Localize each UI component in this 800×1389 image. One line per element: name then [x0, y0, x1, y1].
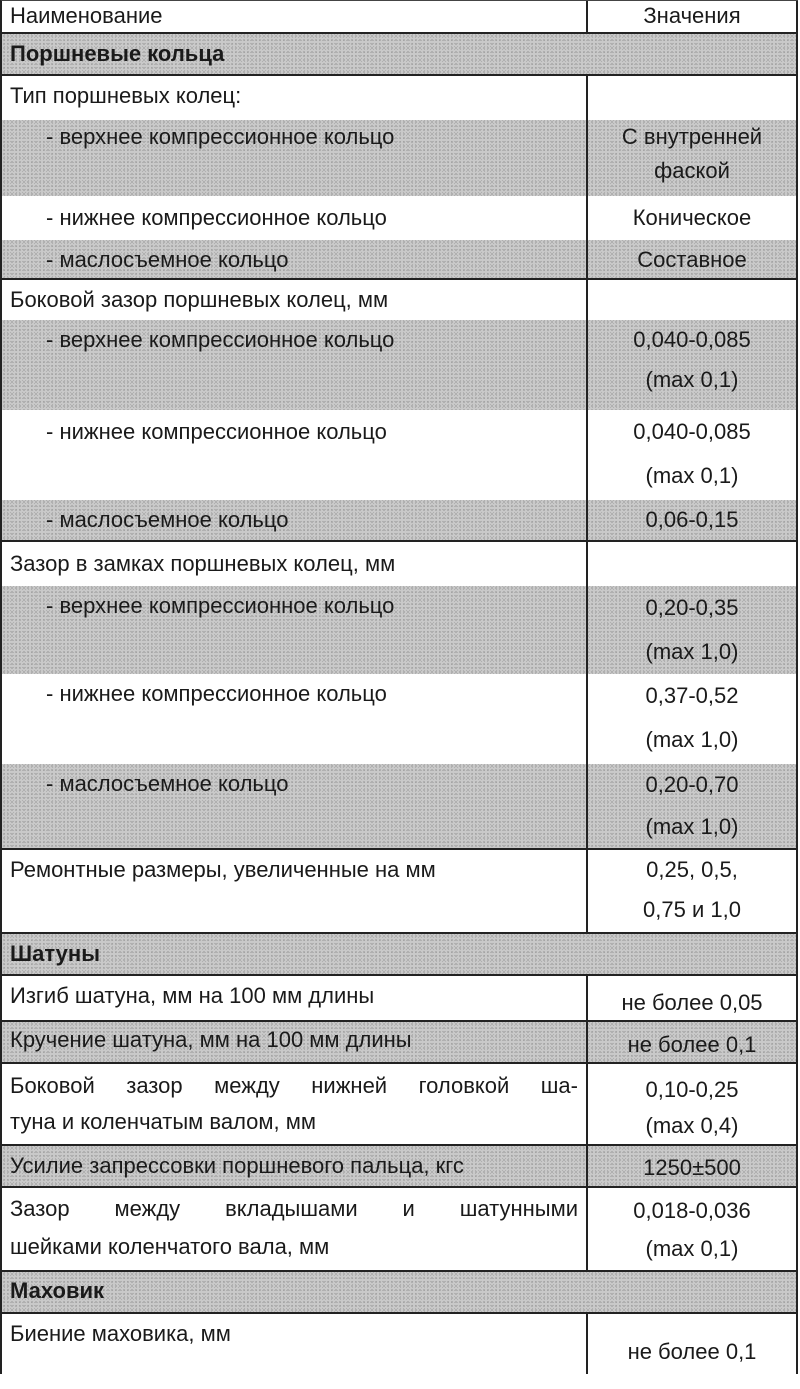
table-row [2, 976, 798, 1022]
row-value [588, 320, 798, 410]
value-line: фаской [654, 158, 730, 183]
value-line: 0,20-0,35 [645, 595, 739, 620]
table-row [2, 280, 798, 320]
row-value [588, 120, 798, 196]
row-value [588, 280, 798, 320]
section-title: Маховик [2, 1272, 798, 1312]
label-line: Зазор между вкладышами и шатунными [10, 1196, 578, 1221]
row-value: 0,06-0,15 [588, 500, 798, 540]
row-label [2, 1064, 588, 1144]
table-row [2, 410, 798, 500]
value-line: 0,018-0,036 [633, 1198, 751, 1223]
section-title: Шатуны [2, 934, 798, 974]
value-line: 0,25, 0,5, [646, 857, 738, 882]
row-label: - верхнее компрессионное кольцо [2, 320, 588, 410]
table-row [2, 120, 798, 196]
row-label: - верхнее компрессионное кольцо [2, 120, 588, 196]
table-row [2, 1064, 798, 1146]
row-value [588, 1064, 798, 1144]
table-row [2, 586, 798, 674]
section-flywheel [2, 1272, 798, 1314]
row-label: Тип поршневых колец: [2, 76, 588, 120]
value-line: (max 0,1) [645, 367, 739, 392]
value-line: 0,040-0,085 [633, 419, 751, 444]
value-line: (max 0,1) [645, 1236, 739, 1261]
row-label: Усилие запрессовки поршневого пальца, кгс [2, 1146, 588, 1186]
value-line: 0,10-0,25 [645, 1077, 739, 1102]
row-value [588, 674, 798, 764]
label-line: шейками коленчатого вала, мм [10, 1234, 330, 1259]
table-row [2, 850, 798, 934]
table-row [2, 1314, 798, 1374]
label-line: Боковой зазор между нижней головкой ша- [10, 1073, 578, 1098]
row-value [588, 586, 798, 674]
value-line: 0,20-0,70 [645, 772, 739, 797]
table-row [2, 764, 798, 850]
value-line: (max 0,1) [645, 463, 739, 488]
row-label: - маслосъемное кольцо [2, 240, 588, 278]
row-value: Коническое [588, 196, 798, 240]
row-label: - маслосъемное кольцо [2, 764, 588, 848]
value-line: С внутренней [621, 124, 763, 149]
table-row [2, 542, 798, 586]
row-value [588, 410, 798, 500]
header-value: Значения [588, 1, 798, 32]
value-line: (max 1,0) [645, 727, 739, 752]
row-label: Зазор в замках поршневых колец, мм [2, 542, 588, 586]
value-line: не более 0,1 [627, 1032, 757, 1057]
table-row [2, 674, 798, 764]
table-row [2, 196, 798, 240]
row-label: - нижнее компрессионное кольцо [2, 674, 588, 764]
value-line: (max 1,0) [645, 814, 739, 839]
value-line: 0,040-0,085 [633, 327, 751, 352]
row-label: - нижнее компрессионное кольцо [2, 410, 588, 500]
value-line: не более 0,05 [621, 990, 763, 1015]
row-label: - нижнее компрессионное кольцо [2, 196, 588, 240]
row-label: Ремонтные размеры, увеличенные на мм [2, 850, 588, 932]
row-value [588, 764, 798, 848]
table-row [2, 1188, 798, 1272]
row-value [588, 850, 798, 932]
section-rods [2, 934, 798, 976]
row-label: Биение маховика, мм [2, 1314, 588, 1374]
table-row [2, 1146, 798, 1188]
value-line: (max 1,0) [645, 639, 739, 664]
table-row [2, 320, 798, 410]
row-value [588, 1188, 798, 1270]
value-line: 0,75 и 1,0 [643, 897, 741, 922]
row-label [2, 1188, 588, 1270]
section-title: Поршневые кольца [2, 34, 798, 74]
label-line: туна и коленчатым валом, мм [10, 1109, 317, 1134]
header-name: Наименование [2, 1, 588, 32]
table-header [2, 1, 798, 34]
row-value [588, 1314, 798, 1374]
row-label: - верхнее компрессионное кольцо [2, 586, 588, 674]
row-label: Кручение шатуна, мм на 100 мм длины [2, 1022, 588, 1062]
value-line: не более 0,1 [627, 1339, 757, 1364]
row-label: Изгиб шатуна, мм на 100 мм длины [2, 976, 588, 1020]
row-value [588, 1022, 798, 1062]
row-value [588, 976, 798, 1020]
table-row [2, 500, 798, 542]
table-row [2, 240, 798, 280]
table-row [2, 1022, 798, 1064]
row-value: Составное [588, 240, 798, 278]
row-label: Боковой зазор поршневых колец, мм [2, 280, 588, 320]
row-value: 1250±500 [588, 1146, 798, 1186]
section-rings [2, 34, 798, 76]
row-label: - маслосъемное кольцо [2, 500, 588, 540]
row-value [588, 542, 798, 586]
row-value [588, 76, 798, 120]
value-line: (max 0,4) [645, 1113, 739, 1138]
table-row [2, 76, 798, 120]
value-line: 0,37-0,52 [645, 683, 739, 708]
